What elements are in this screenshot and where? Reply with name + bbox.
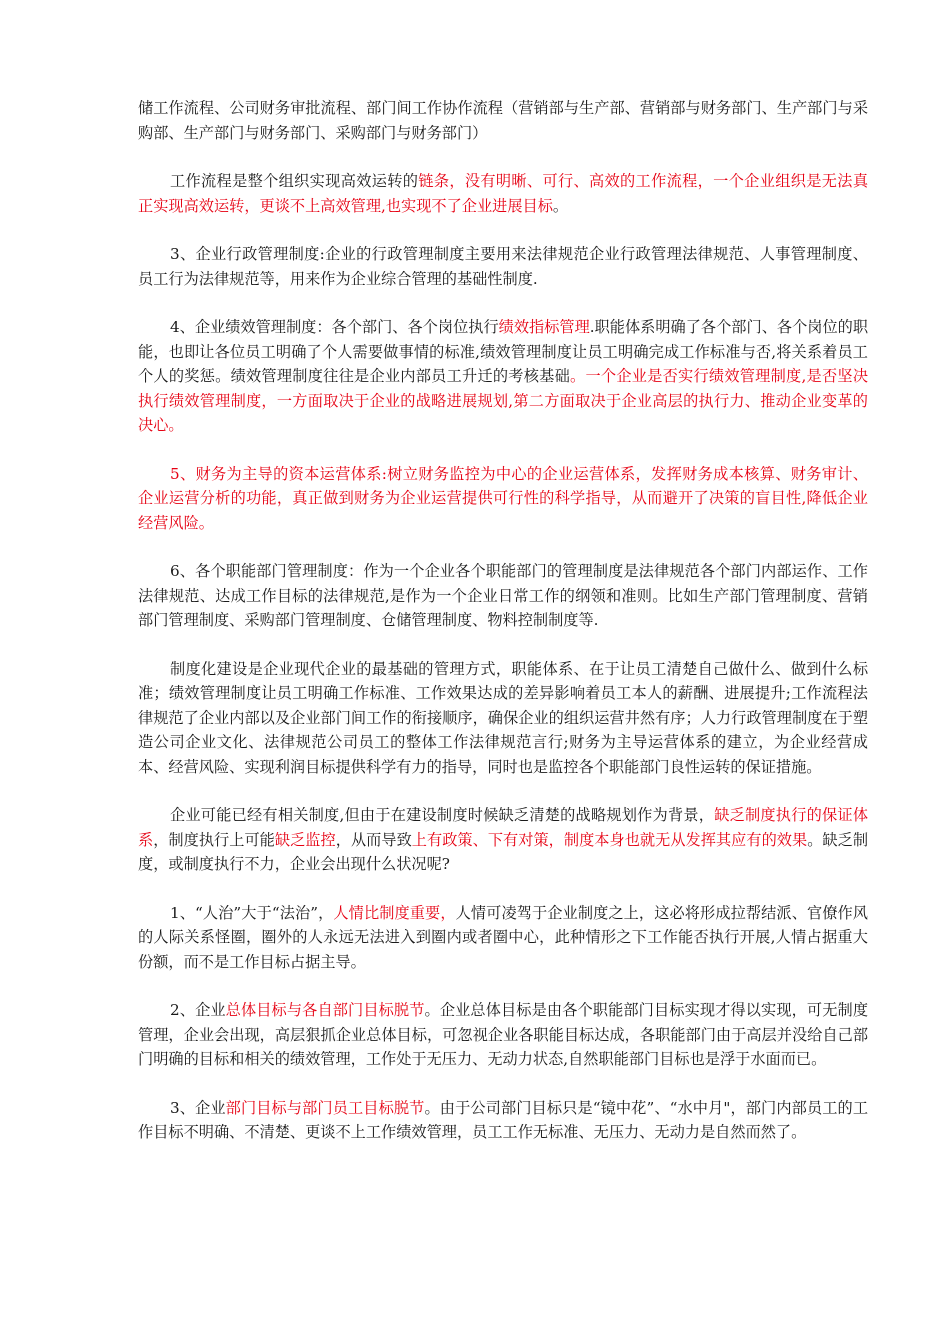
paragraph-institutionalization — [138, 657, 868, 780]
document-body — [138, 96, 868, 1169]
text-segment: 4、企业绩效管理制度：各个部门、各个岗位执行 — [170, 318, 499, 336]
text-segment: 制度化建设是企业现代企业的最基础的管理方式，职能体系、在于让员工清楚自己做什么、做到什么标准；绩效管理制度让员工明确工作标准、工作效果达成的差异影响着员工本人的薪酬、进展提升;工作流程法律规范了企业内部以及企业部门间工作的衔接顺序，确保企业的组织运营井然有序；人力行政管理制度在于塑造公司企业文化、法律规范公司员工的整体工作法律规范言行;财务为主导运营体系的建立，为企业经营成本、经营风险、实现利润目标提供科学有力的指导，同时也是监控各个职能部门良性运转的保证措施。 — [138, 659, 868, 776]
highlighted-text: 缺乏制度执行的保证体系 — [138, 806, 869, 849]
paragraph-workflow — [138, 169, 868, 218]
text-segment: .职能体系明确了各个部门、各个岗位的职能，也即让各位员工明确了个人需要做事情的标准,绩效管理制度让员工明确完成工作标准与否,将关系着员工个人的奖惩。绩效管理制度往往是企业内部员工升迁的考核基础 — [138, 318, 869, 385]
paragraph-admin-system — [138, 242, 868, 291]
text-segment: 。 — [552, 196, 569, 215]
paragraph-process-list — [138, 96, 868, 145]
highlighted-text: 人情比制度重要， — [333, 903, 456, 922]
paragraph-goal-disconnect — [138, 998, 868, 1072]
text-segment: ，制度执行上可能 — [153, 830, 275, 849]
paragraph-lack-of-system — [138, 803, 868, 877]
highlighted-text: 总体目标与各自部门目标脱节 — [225, 1001, 425, 1019]
text-segment: 。缺乏制度，或制度执行不力，企业会出现什么状况呢? — [138, 830, 869, 873]
highlighted-text: 部门目标与部门员工目标脱节 — [225, 1098, 425, 1117]
highlighted-text: 。一个企业是否实行绩效管理制度,是否坚决执行绩效管理制度，一方面取决于企业的战略进展规划,第二方面取决于企业高层的执行力、推动企业变革的决心。 — [138, 367, 869, 434]
text-segment: 。由于公司部门目标只是“镜中花”、“水中月"，部门内部员工的工作目标不明确、不清楚、更谈不上工作绩效管理，员工工作无标准、无压力、无动力是自然而然了。 — [138, 1098, 869, 1141]
text-segment: ，从而导致 — [335, 830, 412, 849]
highlighted-text: 上有政策、下有对策，制度本身也就无从发挥其应有的效果 — [411, 830, 808, 849]
highlighted-text: 缺乏监控 — [274, 830, 336, 849]
text-segment: 工作流程是整个组织实现高效运转的 — [170, 172, 419, 190]
highlighted-text: 绩效指标管理 — [498, 318, 590, 336]
text-segment: 人情可凌驾于企业制度之上，这必将形成拉帮结派、官僚作风的人际关系怪圈，圈外的人永远无法进入到圈内或者圈中心，此种情形之下工作能否执行开展,人情占据重大份额，而不是工作目标占据主导。 — [138, 903, 868, 971]
text-segment: 1、“人治”大于“法治”， — [170, 903, 334, 922]
paragraph-rule-of-man — [138, 901, 868, 975]
text-segment: 6、各个职能部门管理制度：作为一个企业各个职能部门的管理制度是法律规范各个部门内部运作、工作法律规范、达成工作目标的法律规范,是作为一个企业日常工作的纲领和准则。比如生产部门管理制度、营销部门管理制度、采购部门管理制度、仓储管理制度、物料控制制度等. — [138, 562, 868, 629]
highlighted-text: 5、财务为主导的资本运营体系:树立财务监控为中心的企业运营体系，发挥财务成本核算、财务审计、企业运营分析的功能，真正做到财务为企业运营提供可行性的科学指导，从而避开了决策的盲目性,降低企业经营风险。 — [138, 464, 868, 532]
paragraph-department-system — [138, 559, 868, 633]
text-segment: 2、企业 — [170, 1001, 226, 1019]
paragraph-performance-system — [138, 315, 868, 438]
paragraph-finance-system — [138, 462, 868, 536]
text-segment: 。企业总体目标是由各个职能部门目标实现才得以实现，可无制度管理，企业会出现，高层狠抓企业总体目标，可忽视企业各职能目标达成，各职能部门由于高层并没给自己部门明确的目标和相关的绩效管理，工作处于无压力、无动力状态,自然职能部门目标也是浮于水面而已。 — [138, 1001, 869, 1068]
text-segment: 企业可能已经有相关制度,但由于在建设制度时候缺乏清楚的战略规划作为背景， — [170, 806, 715, 824]
text-segment: 3、企业行政管理制度:企业的行政管理制度主要用来法律规范企业行政管理法律规范、人事管理制度、员工行为法律规范等，用来作为企业综合管理的基础性制度. — [138, 245, 868, 288]
text-segment: 3、企业 — [170, 1098, 226, 1117]
paragraph-employee-goal-disconnect — [138, 1096, 868, 1145]
text-segment: 储工作流程、公司财务审批流程、部门间工作协作流程（营销部与生产部、营销部与财务部门、生产部门与采购部、生产部门与财务部门、采购部门与财务部门） — [138, 99, 868, 142]
highlighted-text: 链条，没有明晰、可行、高效的工作流程，一个企业组织是无法真正实现高效运转，更谈不上高效管理,也实现不了企业进展目标 — [138, 172, 869, 215]
